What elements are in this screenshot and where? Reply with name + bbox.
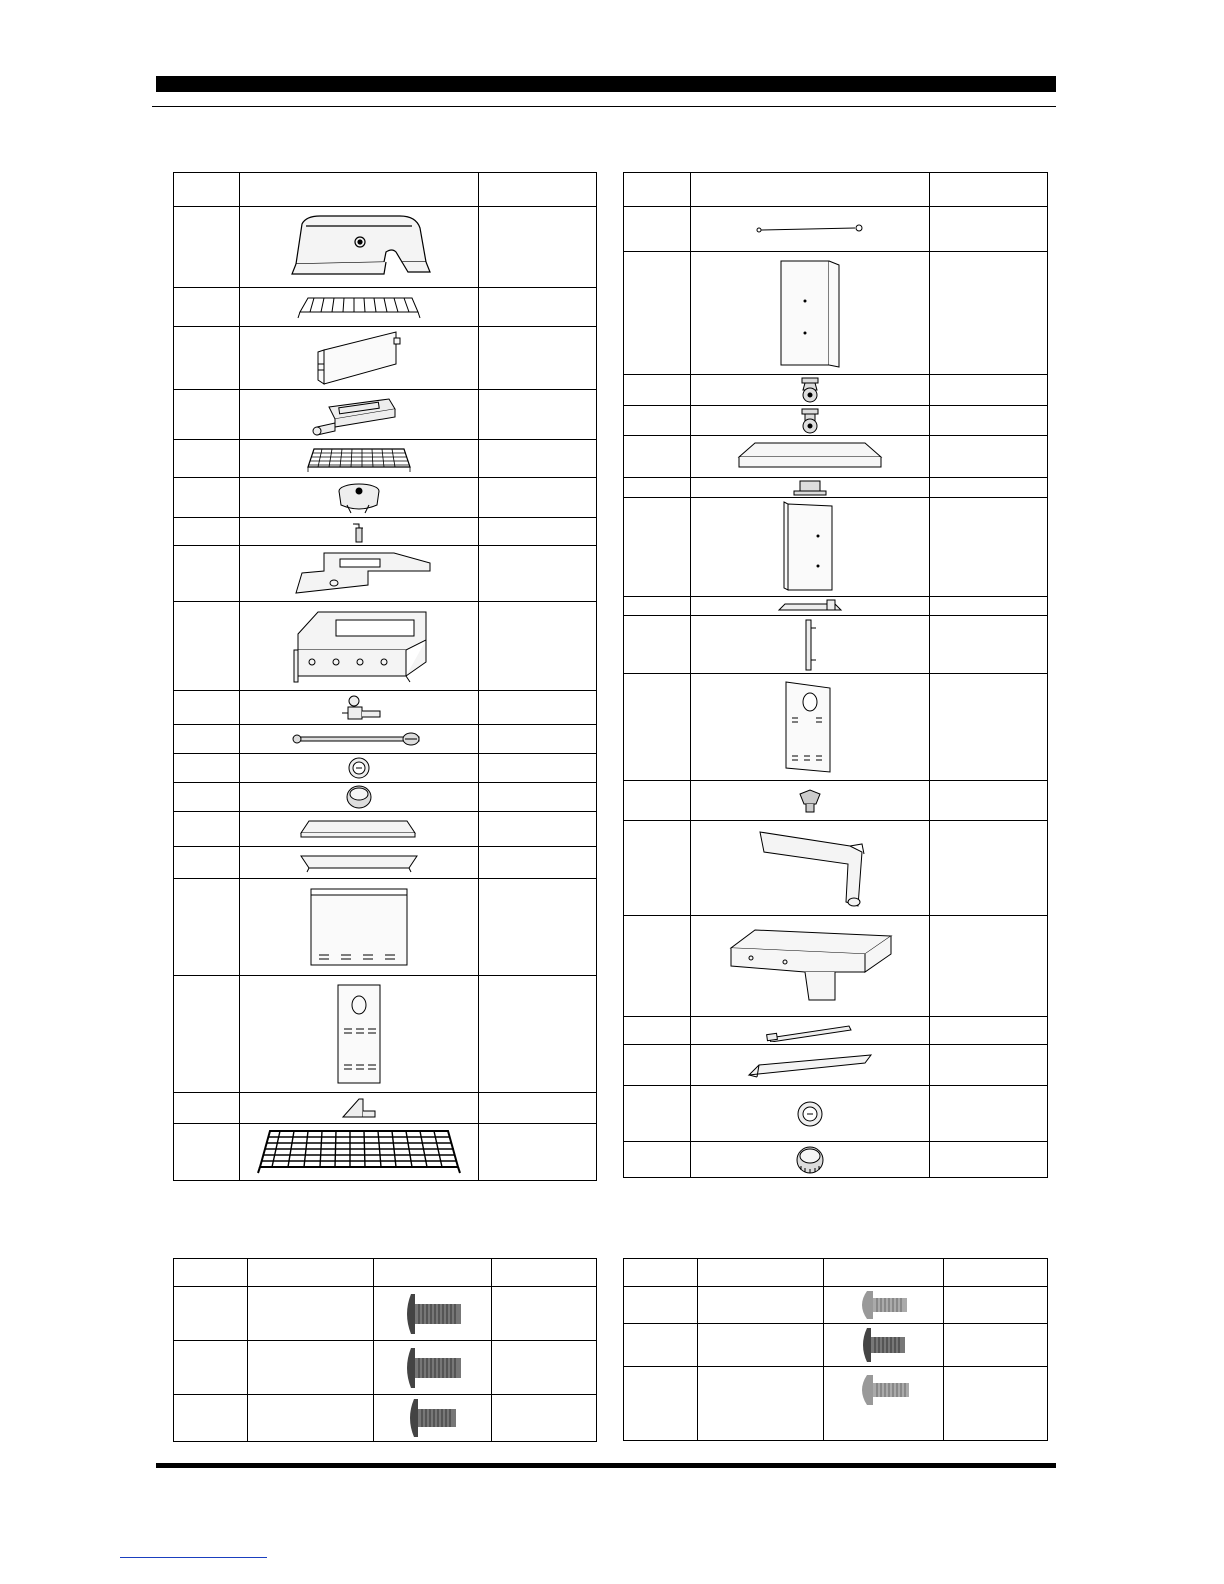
hardware-id: [174, 1341, 248, 1395]
part-number: [624, 674, 691, 781]
screw-medium-icon: [404, 1397, 462, 1439]
screw-large-icon: [401, 1292, 465, 1336]
table-row: [624, 597, 1048, 616]
part-image-cell: [240, 518, 479, 546]
side-burner-icon: [329, 481, 389, 515]
part-qty: [479, 754, 597, 783]
part-image-cell: [691, 207, 930, 252]
table-row: [624, 1017, 1048, 1045]
part-image-cell: [240, 976, 479, 1093]
part-number: [174, 288, 240, 327]
hardware-qty: [492, 1287, 597, 1341]
table-row: [174, 602, 597, 691]
header-cell-no: [174, 173, 240, 207]
table-row: [174, 691, 597, 725]
part-qty: [479, 207, 597, 288]
side-panel-icon: [334, 981, 384, 1087]
heat-shield-icon: [299, 852, 419, 874]
hardware-desc: [698, 1287, 824, 1324]
part-number: [624, 252, 691, 375]
part-qty: [479, 847, 597, 879]
part-qty: [479, 976, 597, 1093]
part-image-cell: [691, 781, 930, 821]
header-cell-image: [374, 1259, 492, 1287]
part-number: [624, 1086, 691, 1142]
part-number: [174, 390, 240, 440]
header-cell-desc: [698, 1259, 824, 1287]
table-row: [174, 288, 597, 327]
side-shelf-assembly-icon: [284, 549, 434, 599]
part-qty: [930, 597, 1048, 616]
control-bezel-icon: [346, 756, 372, 780]
part-number: [174, 725, 240, 754]
hardware-table-right: [623, 1258, 1048, 1441]
table-row: [624, 252, 1048, 375]
part-image-cell: [240, 288, 479, 327]
part-image-cell: [691, 1017, 930, 1045]
handle-bracket-icon: [792, 479, 828, 497]
table-row: [624, 916, 1048, 1017]
part-qty: [479, 327, 597, 390]
part-qty: [479, 691, 597, 725]
table-row: [624, 1367, 1048, 1441]
header-cell-qty: [479, 173, 597, 207]
part-number: [624, 375, 691, 406]
hardware-image-cell: [374, 1287, 492, 1341]
parts-table-left: [173, 172, 597, 1181]
table-row: [174, 812, 597, 847]
flame-tamer-icon: [745, 1049, 875, 1081]
part-image-cell: [691, 478, 930, 498]
part-qty: [479, 546, 597, 602]
hardware-image-cell: [824, 1367, 944, 1441]
part-number: [174, 518, 240, 546]
screw-small-light-icon: [855, 1373, 913, 1407]
hardware-image-cell: [374, 1395, 492, 1442]
table-row: [624, 498, 1048, 597]
part-number: [624, 207, 691, 252]
hardware-image-cell: [824, 1287, 944, 1324]
part-number: [174, 602, 240, 691]
part-image-cell: [691, 1045, 930, 1086]
hardware-table-left: [173, 1258, 597, 1442]
part-qty: [930, 1017, 1048, 1045]
part-number: [174, 478, 240, 518]
part-image-cell: [240, 207, 479, 288]
table-row: [624, 478, 1048, 498]
part-image-cell: [691, 375, 930, 406]
header-cell-image: [691, 173, 930, 207]
cabinet-door-right-icon: [780, 500, 840, 594]
part-qty: [479, 879, 597, 976]
table-row: [624, 375, 1048, 406]
part-qty: [479, 783, 597, 812]
part-number: [174, 546, 240, 602]
part-number: [174, 783, 240, 812]
part-image-cell: [240, 783, 479, 812]
part-qty: [930, 781, 1048, 821]
part-number: [174, 812, 240, 847]
bracket-icon: [339, 1095, 379, 1121]
control-knob-icon: [344, 784, 374, 810]
part-number: [174, 1093, 240, 1124]
hardware-id: [174, 1287, 248, 1341]
part-number: [174, 440, 240, 478]
part-qty: [930, 406, 1048, 436]
part-number: [174, 691, 240, 725]
header-cell-no: [624, 173, 691, 207]
table-row: [174, 478, 597, 518]
igniter-electrode-icon: [347, 520, 371, 544]
table-row: [174, 327, 597, 390]
part-qty: [930, 1142, 1048, 1178]
part-number: [174, 847, 240, 879]
hardware-id: [624, 1324, 698, 1367]
drip-tray-icon: [299, 817, 419, 841]
part-image-cell: [691, 916, 930, 1017]
hardware-desc: [248, 1395, 374, 1442]
valve-icon: [334, 693, 384, 723]
table-row: [174, 879, 597, 976]
locking-caster-icon: [797, 376, 823, 404]
table-header-row: [174, 173, 597, 207]
part-qty: [479, 288, 597, 327]
hardware-image-cell: [374, 1341, 492, 1395]
table-row: [624, 1045, 1048, 1086]
hardware-image-cell: [824, 1324, 944, 1367]
part-image-cell: [691, 597, 930, 616]
part-number: [624, 406, 691, 436]
table-row: [174, 440, 597, 478]
table-row: [624, 436, 1048, 478]
part-qty: [930, 375, 1048, 406]
header-cell-id: [174, 1259, 248, 1287]
part-qty: [930, 916, 1048, 1017]
part-qty: [930, 821, 1048, 916]
part-image-cell: [240, 847, 479, 879]
part-image-cell: [240, 546, 479, 602]
part-number: [624, 821, 691, 916]
part-number: [624, 498, 691, 597]
hardware-qty: [944, 1287, 1048, 1324]
part-number: [174, 1124, 240, 1181]
part-number: [174, 754, 240, 783]
header-cell-qty: [944, 1259, 1048, 1287]
part-number: [624, 597, 691, 616]
table-row: [624, 1287, 1048, 1324]
footer-link-underline[interactable]: [120, 1557, 267, 1558]
regulator-icon: [796, 786, 824, 816]
part-image-cell: [240, 754, 479, 783]
header-cell-qty: [930, 173, 1048, 207]
part-number: [624, 1017, 691, 1045]
cart-bottom-shelf-icon: [735, 439, 885, 475]
header-rule: [152, 106, 1056, 107]
table-row: [174, 390, 597, 440]
part-qty: [479, 440, 597, 478]
part-qty: [479, 812, 597, 847]
side-burner-shelf-icon: [725, 926, 895, 1006]
part-image-cell: [691, 406, 930, 436]
header-cell-desc: [248, 1259, 374, 1287]
part-qty: [479, 602, 597, 691]
part-image-cell: [691, 498, 930, 597]
firebox-assembly-icon: [286, 606, 432, 686]
hardware-desc: [248, 1341, 374, 1395]
table-row: [624, 821, 1048, 916]
caster-icon: [797, 407, 823, 435]
header-cell-image: [240, 173, 479, 207]
table-row: [624, 616, 1048, 674]
header-bar: [156, 76, 1056, 92]
table-header-row: [624, 173, 1048, 207]
screw-small-light-icon: [855, 1289, 913, 1321]
part-number: [624, 436, 691, 478]
parts-table-right: [623, 172, 1048, 1178]
hardware-desc: [248, 1287, 374, 1341]
part-qty: [930, 498, 1048, 597]
header-cell-image: [824, 1259, 944, 1287]
gas-manifold-icon: [289, 730, 429, 748]
table-row: [174, 754, 597, 783]
part-qty: [479, 478, 597, 518]
part-image-cell: [691, 674, 930, 781]
part-image-cell: [691, 1142, 930, 1178]
part-number: [624, 1142, 691, 1178]
part-qty: [930, 616, 1048, 674]
warming-rack-icon: [294, 294, 424, 320]
hardware-id: [624, 1367, 698, 1441]
part-qty: [479, 390, 597, 440]
table-row: [624, 1086, 1048, 1142]
main-cooking-grate-icon: [256, 1127, 462, 1177]
part-image-cell: [240, 1124, 479, 1181]
part-number: [174, 207, 240, 288]
part-image-cell: [691, 1086, 930, 1142]
part-qty: [930, 674, 1048, 781]
table-header-row: [624, 1259, 1048, 1287]
hardware-qty: [944, 1324, 1048, 1367]
part-qty: [930, 207, 1048, 252]
part-qty: [930, 1045, 1048, 1086]
burner-icon: [309, 393, 409, 437]
part-image-cell: [691, 616, 930, 674]
table-row: [174, 783, 597, 812]
table-row: [174, 1124, 597, 1181]
header-cell-qty: [492, 1259, 597, 1287]
door-handle-icon: [800, 618, 820, 672]
cabinet-door-icon: [775, 257, 845, 369]
part-image-cell: [240, 390, 479, 440]
hardware-qty: [944, 1367, 1048, 1441]
door-hinge-icon: [775, 598, 845, 614]
part-image-cell: [240, 812, 479, 847]
part-qty: [479, 1124, 597, 1181]
table-row: [174, 1287, 597, 1341]
hardware-id: [624, 1287, 698, 1324]
table-row: [174, 207, 597, 288]
part-number: [624, 616, 691, 674]
hardware-qty: [492, 1395, 597, 1442]
crossover-tube-icon: [765, 1020, 855, 1042]
table-row: [624, 207, 1048, 252]
hardware-qty: [492, 1341, 597, 1395]
part-image-cell: [240, 478, 479, 518]
bezel-ring-icon: [795, 1099, 825, 1129]
part-image-cell: [240, 879, 479, 976]
table-row: [624, 406, 1048, 436]
table-row: [624, 1142, 1048, 1178]
hardware-desc: [698, 1367, 824, 1441]
part-number: [624, 1045, 691, 1086]
table-row: [174, 847, 597, 879]
part-number: [174, 327, 240, 390]
table-row: [174, 725, 597, 754]
part-image-cell: [240, 1093, 479, 1124]
table-row: [174, 546, 597, 602]
cooking-grate-small-icon: [304, 445, 414, 473]
part-image-cell: [240, 327, 479, 390]
part-image-cell: [691, 252, 930, 375]
part-qty: [479, 1093, 597, 1124]
back-panel-icon: [314, 330, 404, 386]
cart-side-panel-icon: [778, 678, 842, 776]
part-image-cell: [691, 436, 930, 478]
table-header-row: [174, 1259, 597, 1287]
part-qty: [930, 1086, 1048, 1142]
footer-bar: [156, 1463, 1056, 1468]
part-number: [624, 916, 691, 1017]
screw-small-dark-icon: [857, 1326, 911, 1364]
part-number: [174, 879, 240, 976]
front-fascia-icon: [750, 824, 870, 912]
part-qty: [479, 518, 597, 546]
table-row: [174, 976, 597, 1093]
part-number: [624, 781, 691, 821]
part-image-cell: [240, 440, 479, 478]
part-image-cell: [240, 602, 479, 691]
hardware-desc: [698, 1324, 824, 1367]
rear-panel-icon: [307, 885, 411, 969]
grill-lid-icon: [284, 214, 434, 280]
table-row: [174, 518, 597, 546]
header-cell-id: [624, 1259, 698, 1287]
part-image-cell: [240, 725, 479, 754]
part-qty: [930, 478, 1048, 498]
knob-icon: [793, 1144, 827, 1176]
hardware-id: [174, 1395, 248, 1442]
part-number: [624, 478, 691, 498]
wire-hook-icon: [755, 222, 865, 236]
part-image-cell: [691, 821, 930, 916]
table-row: [624, 674, 1048, 781]
part-qty: [930, 252, 1048, 375]
part-qty: [479, 725, 597, 754]
table-row: [174, 1395, 597, 1442]
part-image-cell: [240, 691, 479, 725]
part-qty: [930, 436, 1048, 478]
table-row: [624, 781, 1048, 821]
screw-large-icon: [401, 1346, 465, 1390]
part-number: [174, 976, 240, 1093]
table-row: [624, 1324, 1048, 1367]
table-row: [174, 1341, 597, 1395]
table-row: [174, 1093, 597, 1124]
